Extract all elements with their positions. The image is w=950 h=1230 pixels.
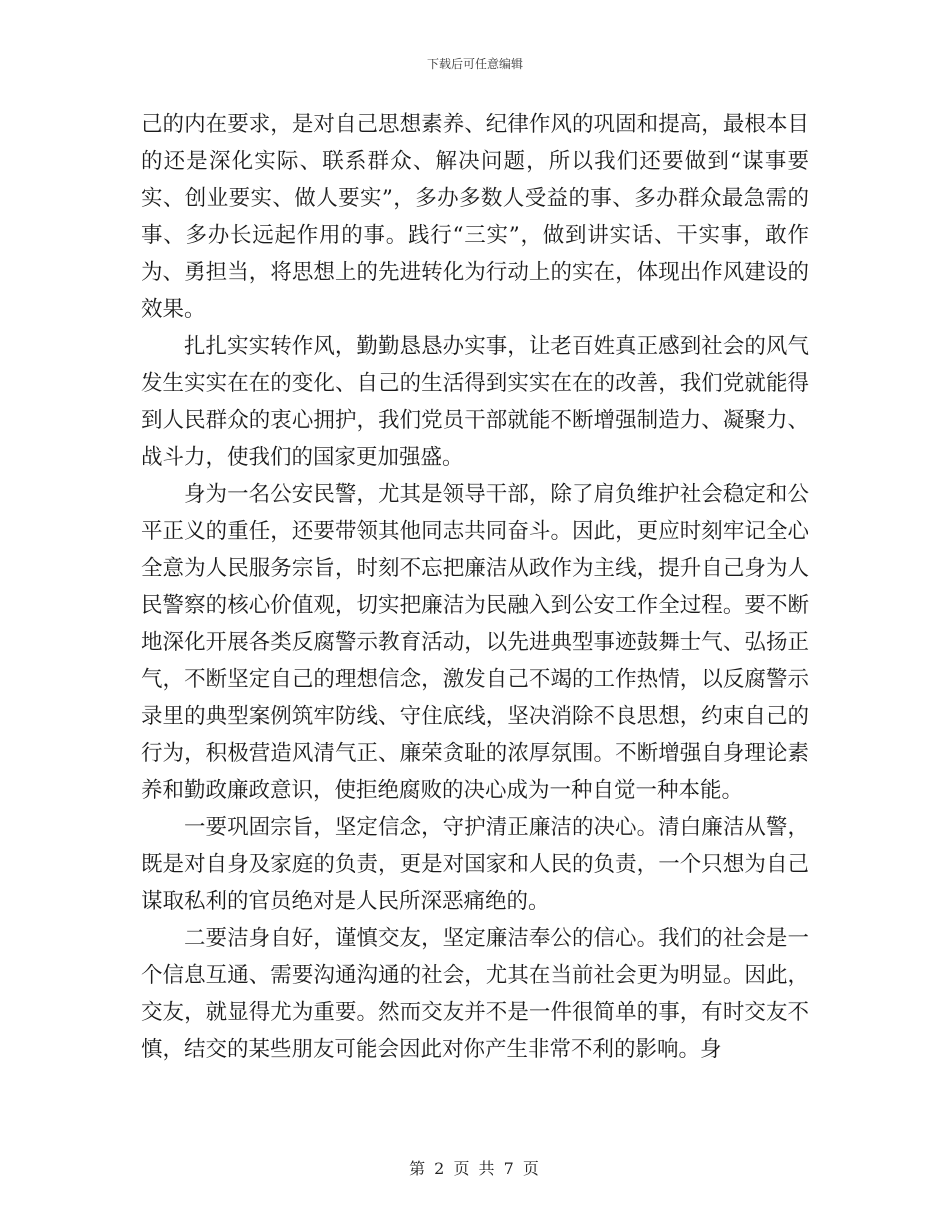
- page-header: 下载后可任意编辑: [426, 57, 523, 71]
- document-body: [141, 106, 809, 1068]
- paragraph: 一要巩固宗旨，坚定信念，守护清正廉洁的决心。清白廉洁从警，既是对自身及家庭的负责，更是对国家和人民的负责，一个只想为自己谋取私利的官员绝对是人民所深恶痛绝的。: [141, 815, 809, 914]
- page-number: 第 2 页 共 7 页: [409, 1159, 541, 1178]
- paragraph: 扎扎实实转作风，勤勤恳恳办实事，让老百姓真正感到社会的风气发生实实在在的变化、自己的生活得到实实在在的改善，我们党就能得到人民群众的衷心拥护，我们党员干部就能不断增强制造力、凝聚力、战斗力，使我们的国家更加强盛。: [141, 334, 809, 470]
- paragraph: 二要洁身自好，谨慎交友，坚定廉洁奉公的信心。我们的社会是一个信息互通、需要沟通沟通的社会，尤其在当前社会更为明显。因此，交友，就显得尤为重要。然而交友并不是一件很简单的事，有时交友不慎，结交的某些朋友可能会因此对你产生非常不利的影响。身: [141, 926, 809, 1062]
- paragraph: 身为一名公安民警，尤其是领导干部，除了肩负维护社会稳定和公平正义的重任，还要带领其他同志共同奋斗。因此，更应时刻牢记全心全意为人民服务宗旨，时刻不忘把廉洁从政作为主线，提升自己身为人民警察的核心价值观，切实把廉洁为民融入到公安工作全过程。要不断地深化开展各类反腐警示教育活动，以先进典型事迹鼓舞士气、弘扬正气，不断坚定自己的理想信念，激发自己不竭的工作热情，以反腐警示录里的典型案例筑牢防线、守住底线，坚决消除不良思想，约束自己的行为，积极营造风清气正、廉荣贪耻的浓厚氛围。不断增强自身理论素养和勤政廉政意识，使拒绝腐败的决心成为一种自觉一种本能。: [141, 482, 809, 803]
- paragraph-continuation: 己的内在要求，是对自己思想素养、纪律作风的巩固和提高，最根本目的还是深化实际、联系群众、解决问题，所以我们还要做到“谋事要实、创业要实、做人要实”，多办多数人受益的事、多办群众最急需的事、多办长远起作用的事。践行“三实”，做到讲实话、干实事，敢作为、勇担当，将思想上的先进转化为行动上的实在，体现出作风建设的效果。: [141, 112, 809, 322]
